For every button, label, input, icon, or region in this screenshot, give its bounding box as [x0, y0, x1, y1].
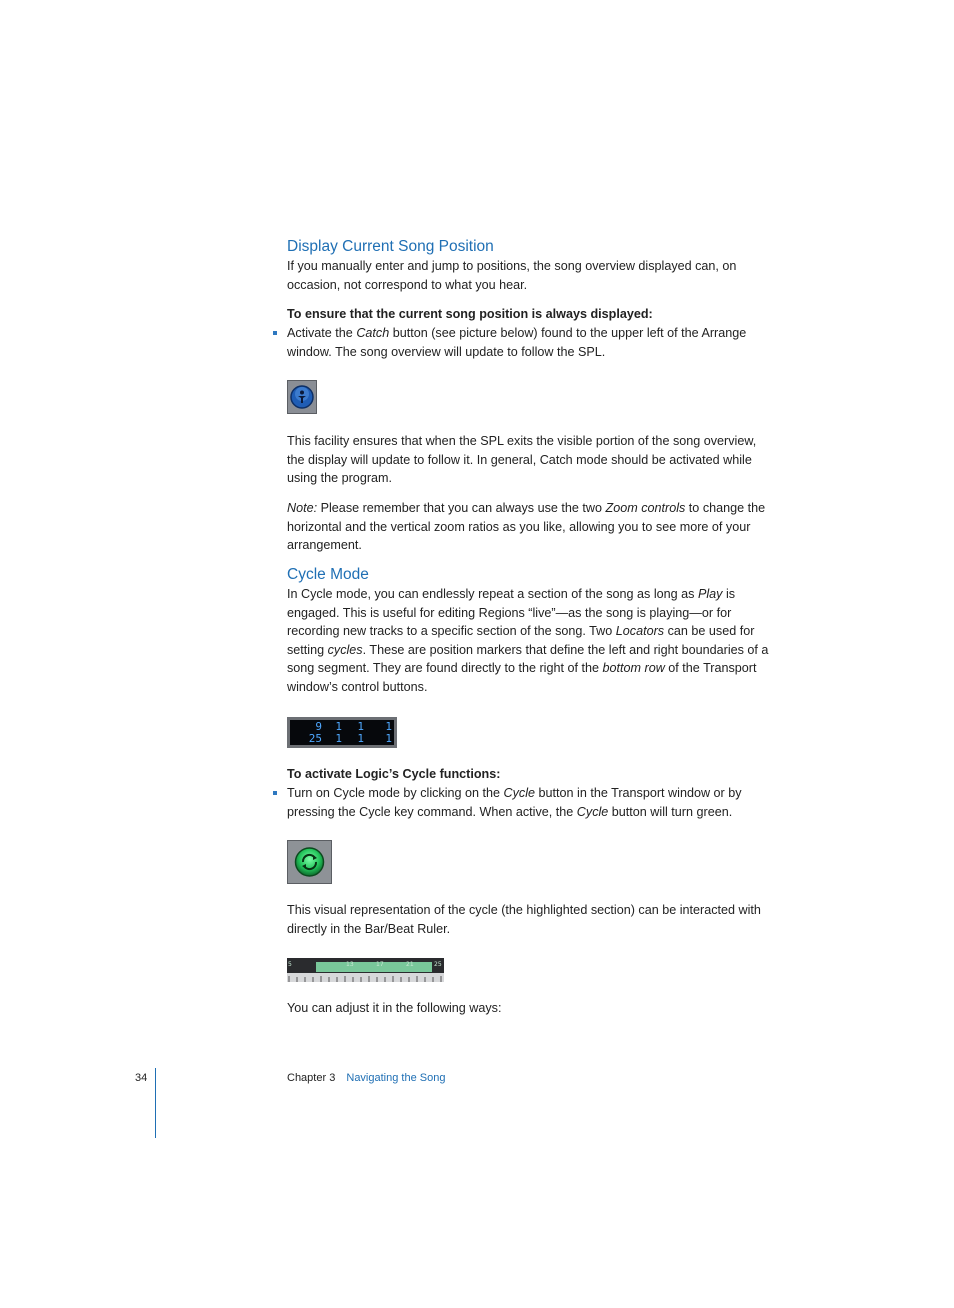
- bullet-cycle-text: Turn on Cycle mode by clicking on the Cycle button in the Transport window or by pressing the Cycle key command. When active, the Cycle button will turn green.: [287, 786, 742, 819]
- task-heading-catch: To ensure that the current song position is always displayed:: [287, 307, 653, 321]
- ruler-ticks: [287, 973, 444, 982]
- intro-paragraph: [287, 257, 793, 294]
- section-heading-cycle-mode: Cycle Mode: [287, 566, 369, 583]
- intro-line-1: If you manually enter and jump to positions, the song overview displayed can, on: [287, 259, 737, 273]
- chapter-title: Navigating the Song: [346, 1072, 446, 1084]
- task-heading-cycle: To activate Logic’s Cycle functions:: [287, 767, 501, 781]
- catch-button-image: [287, 380, 317, 414]
- note-paragraph: Note: Please remember that you can always use the two Zoom controls to change the horizontal and the vertical zoom ratios as you like, allowing you to see more of your arrangement.: [287, 501, 766, 553]
- cycle-button-image: [287, 840, 332, 884]
- adjust-paragraph: You can adjust it in the following ways:: [287, 1001, 502, 1015]
- right-locator-row: 25 1 1 1: [308, 732, 392, 745]
- chapter-label: Chapter 3: [287, 1072, 336, 1084]
- footer-divider: [155, 1068, 156, 1138]
- locator-display-image: [287, 717, 397, 748]
- bullet-catch-text: Activate the Catch button (see picture below) found to the upper left of the Arrange window. The song overview will update to follow the SPL.: [287, 326, 747, 359]
- visual-representation-paragraph: This visual representation of the cycle (the highlighted section) can be interacted with directly in the Bar/Beat Ruler.: [287, 903, 761, 936]
- bullet-marker: [273, 791, 277, 795]
- section-heading-display-song-position: Display Current Song Position: [287, 238, 494, 255]
- footer-chapter: [287, 1071, 445, 1085]
- locator-lcd: [290, 720, 394, 745]
- note-label: Note:: [287, 501, 318, 515]
- bullet-marker: [273, 331, 277, 335]
- page-number: 34: [135, 1072, 148, 1084]
- ruler-labels: 5 13 17 21 25: [288, 961, 442, 968]
- intro-line-2: occasion, not correspond to what you hear.: [287, 277, 528, 292]
- cycle-intro-paragraph: In Cycle mode, you can endlessly repeat a section of the song as long as Play is engaged. This is useful for editing Regions “live”—as the song is playing—or for recording new tracks to a specific section of the song. Two Locators can be used for setting cycles. These are position markers that define the left and right boundaries of a song segment. They are found directly to the right of the bottom row of the Transport window’s control buttons.: [287, 587, 769, 694]
- catch-description-paragraph: This facility ensures that when the SPL exits the visible portion of the song overview, the display will update to follow it. In general, Catch mode should be activated while using the program.: [287, 434, 757, 486]
- left-locator-row: 9 1 1 1: [315, 720, 392, 733]
- bar-beat-ruler-image: [287, 958, 444, 982]
